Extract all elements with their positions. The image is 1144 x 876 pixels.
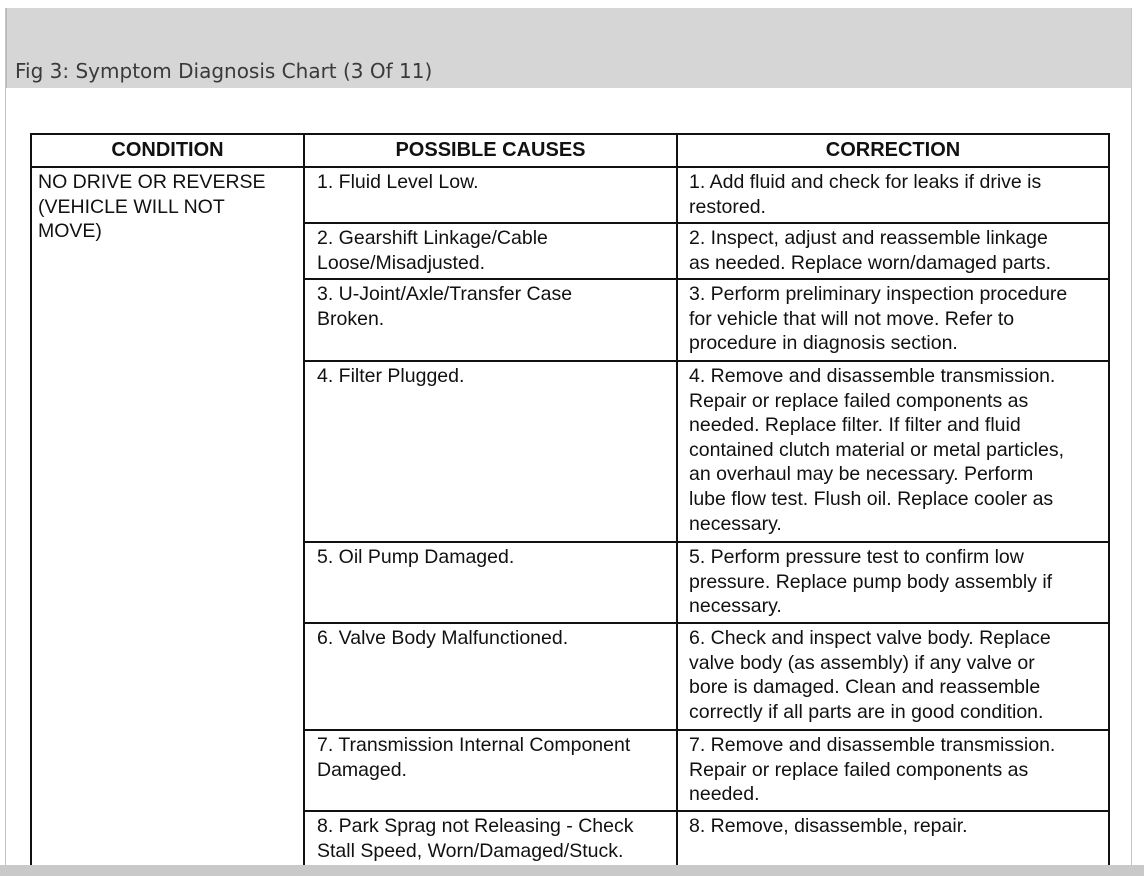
cause-cell — [305, 731, 676, 782]
window-top-edge — [0, 0, 1144, 8]
cause-line: 7. Transmission Internal Component — [317, 734, 631, 756]
bottom-scroll-edge — [0, 865, 1144, 876]
correction-line: for vehicle that will not move. Refer to — [689, 307, 1015, 330]
condition-line: MOVE) — [38, 220, 102, 243]
cause-cell — [305, 624, 676, 651]
table-row — [305, 224, 1108, 280]
condition-line: (VEHICLE WILL NOT — [38, 195, 225, 218]
correction-line: necessary. — [689, 512, 782, 535]
cause-line: 1. Fluid Level Low. — [317, 171, 479, 193]
cause-line: Stall Speed, Worn/Damaged/Stuck. — [317, 839, 624, 862]
correction-line: 1. Add fluid and check for leaks if drive is — [689, 171, 1042, 193]
correction-line: Repair or replace failed components as — [689, 389, 1029, 412]
condition-cell — [32, 168, 303, 244]
figure-title: Fig 3: Symptom Diagnosis Chart (3 Of 11) — [15, 59, 433, 83]
correction-line: 6. Check and inspect valve body. Replace — [689, 627, 1051, 649]
correction-line: valve body (as assembly) if any valve or — [689, 651, 1035, 674]
cause-cell — [305, 168, 676, 195]
correction-cell — [678, 624, 1108, 724]
symptom-diagnosis-table — [30, 133, 1110, 865]
table-row — [305, 362, 1108, 543]
table-row — [305, 543, 1108, 624]
cause-line: 2. Gearshift Linkage/Cable — [317, 227, 548, 249]
correction-line: needed. Replace filter. If filter and fluid — [689, 414, 1021, 437]
cause-line: 4. Filter Plugged. — [317, 365, 465, 387]
table-row — [305, 624, 1108, 731]
correction-line: 5. Perform pressure test to confirm low — [689, 546, 1024, 568]
cause-cell — [305, 812, 676, 863]
correction-line: bore is damaged. Clean and reassemble — [689, 676, 1041, 699]
cause-cell — [305, 543, 676, 570]
correction-line: 3. Perform preliminary inspection procedure — [689, 283, 1068, 305]
figure-content[interactable] — [7, 88, 1131, 865]
correction-line: procedure in diagnosis section. — [689, 332, 958, 355]
cause-line: Broken. — [317, 307, 385, 330]
cause-line: 5. Oil Pump Damaged. — [317, 546, 515, 568]
table-row — [305, 812, 1108, 865]
correction-line: pressure. Replace pump body assembly if — [689, 570, 1053, 593]
correction-line: restored. — [689, 195, 766, 218]
correction-line: 4. Remove and disassemble transmission. — [689, 365, 1056, 387]
correction-line: 8. Remove, disassemble, repair. — [689, 815, 968, 837]
cause-line: 3. U-Joint/Axle/Transfer Case — [317, 283, 573, 305]
correction-line: needed. — [689, 783, 760, 806]
correction-line: necessary. — [689, 595, 782, 618]
window-right-edge — [1131, 8, 1144, 876]
table-row — [305, 168, 1108, 224]
correction-cell — [678, 224, 1108, 275]
correction-line: as needed. Replace worn/damaged parts. — [689, 251, 1052, 274]
condition-line: NO DRIVE OR REVERSE — [38, 171, 266, 193]
cause-line: 8. Park Sprag not Releasing - Check — [317, 815, 634, 837]
table-row — [305, 280, 1108, 362]
cause-line: Loose/Misadjusted. — [317, 251, 486, 274]
correction-cell — [678, 362, 1108, 536]
cause-cell — [305, 362, 676, 389]
correction-cell — [678, 280, 1108, 356]
title-bar — [6, 8, 1132, 88]
correction-line: an overhaul may be necessary. Perform — [689, 463, 1034, 486]
correction-line: contained clutch material or metal particles, — [689, 438, 1065, 461]
correction-line: 7. Remove and disassemble transmission. — [689, 734, 1056, 756]
cause-line: 6. Valve Body Malfunctioned. — [317, 627, 569, 649]
window-left-edge — [0, 8, 6, 876]
correction-cell — [678, 812, 1108, 839]
table-row — [305, 731, 1108, 812]
header-possible-causes: POSSIBLE CAUSES — [303, 135, 676, 168]
correction-line: Repair or replace failed components as — [689, 758, 1029, 781]
correction-line: correctly if all parts are in good condition. — [689, 700, 1044, 723]
cause-cell — [305, 224, 676, 275]
correction-line: lube flow test. Flush oil. Replace cooler as — [689, 487, 1054, 510]
cause-line: Damaged. — [317, 758, 407, 781]
correction-line: 2. Inspect, adjust and reassemble linkage — [689, 227, 1048, 249]
correction-cell — [678, 543, 1108, 619]
header-condition: CONDITION — [32, 135, 303, 168]
correction-cell — [678, 168, 1108, 219]
correction-cell — [678, 731, 1108, 807]
cause-cell — [305, 280, 676, 331]
header-correction: CORRECTION — [676, 135, 1108, 168]
